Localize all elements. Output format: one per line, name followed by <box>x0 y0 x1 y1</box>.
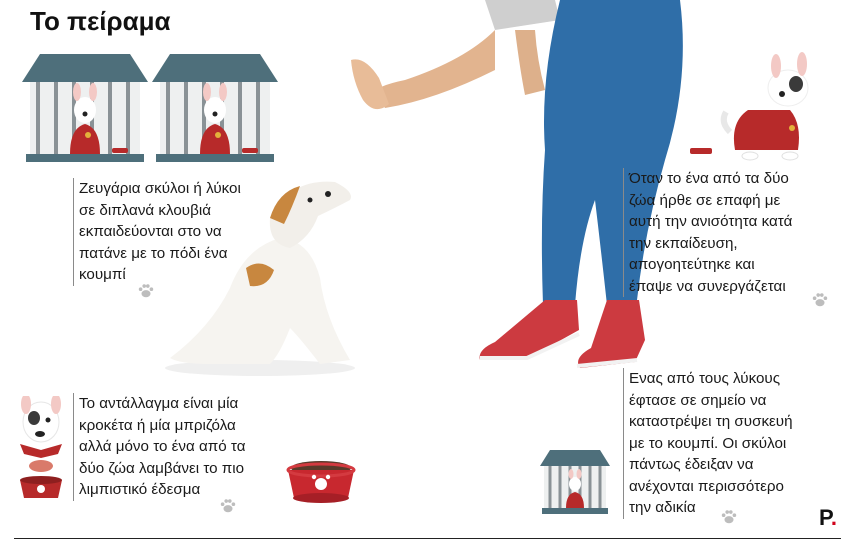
text-line: ζώα ήρθε σε επαφή με <box>629 191 781 209</box>
text-line: έπαψε να συνεργάζεται <box>629 277 786 295</box>
text-line: Το αντάλλαγμα είναι μία <box>79 395 239 412</box>
text-line: πατάνε με το πόδι ένα <box>79 244 228 262</box>
text-line: με το κουμπί. Οι σκύλοι <box>629 434 787 452</box>
cartoon-dog-left <box>14 396 70 502</box>
hand <box>351 59 389 109</box>
paw-icon <box>219 497 237 515</box>
text-line: ανέχονται περισσότερο <box>629 477 785 495</box>
paw-icon <box>811 291 829 309</box>
text-line: αλλά μόνο το ένα από τα <box>79 438 246 455</box>
page-title: Το πείραμα <box>30 6 171 36</box>
text-line: Ζευγάρια σκύλοι ή λύκοι <box>79 180 241 197</box>
small-cage <box>540 450 610 516</box>
text-line: πάντως έδειξαν να <box>629 456 754 473</box>
cages-illustration <box>22 52 278 168</box>
text-line: την αδικία <box>629 499 696 516</box>
text-line: έφτασε σε σημείο να <box>629 391 767 409</box>
left-shoe <box>480 300 579 360</box>
right-shoe <box>578 300 645 368</box>
text-line: Ενας από τους λύκους <box>629 370 781 387</box>
text-line: σε διπλανά κλουβιά <box>79 201 212 219</box>
text-line: εκπαιδεύονται στο να <box>79 223 222 240</box>
text-line: κροκέτα ή μία μπριζόλα <box>79 416 236 434</box>
cage-left <box>22 54 148 162</box>
paw-icon <box>137 282 155 300</box>
paw-icon <box>720 508 738 526</box>
text-training <box>73 178 241 286</box>
brand-logo <box>819 505 837 531</box>
text-line: αυτή την ανισότητα κατά <box>629 213 793 230</box>
cage-right <box>152 54 278 162</box>
text-inequity <box>623 168 792 297</box>
arm <box>375 30 495 108</box>
logo-letter: P <box>819 505 831 530</box>
text-reward <box>73 393 246 501</box>
text-line: λιμπιστικό έδεσμα <box>79 481 201 498</box>
text-line: Όταν το ένα από τα δύο <box>629 170 789 187</box>
text-line: καταστρέψει τη συσκευή <box>629 413 793 430</box>
bottom-divider <box>14 538 841 539</box>
text-wolves <box>623 368 793 519</box>
text-line: κουμπί <box>79 266 126 283</box>
cartoon-dog-right <box>690 52 830 162</box>
text-line: απογοητεύτηκε και <box>629 256 755 273</box>
text-line: δύο ζώα λαμβάνει το πιο <box>79 459 245 477</box>
food-bowl <box>282 456 360 504</box>
logo-dot: . <box>830 505 837 530</box>
text-line: την εκπαίδευση, <box>629 234 738 252</box>
